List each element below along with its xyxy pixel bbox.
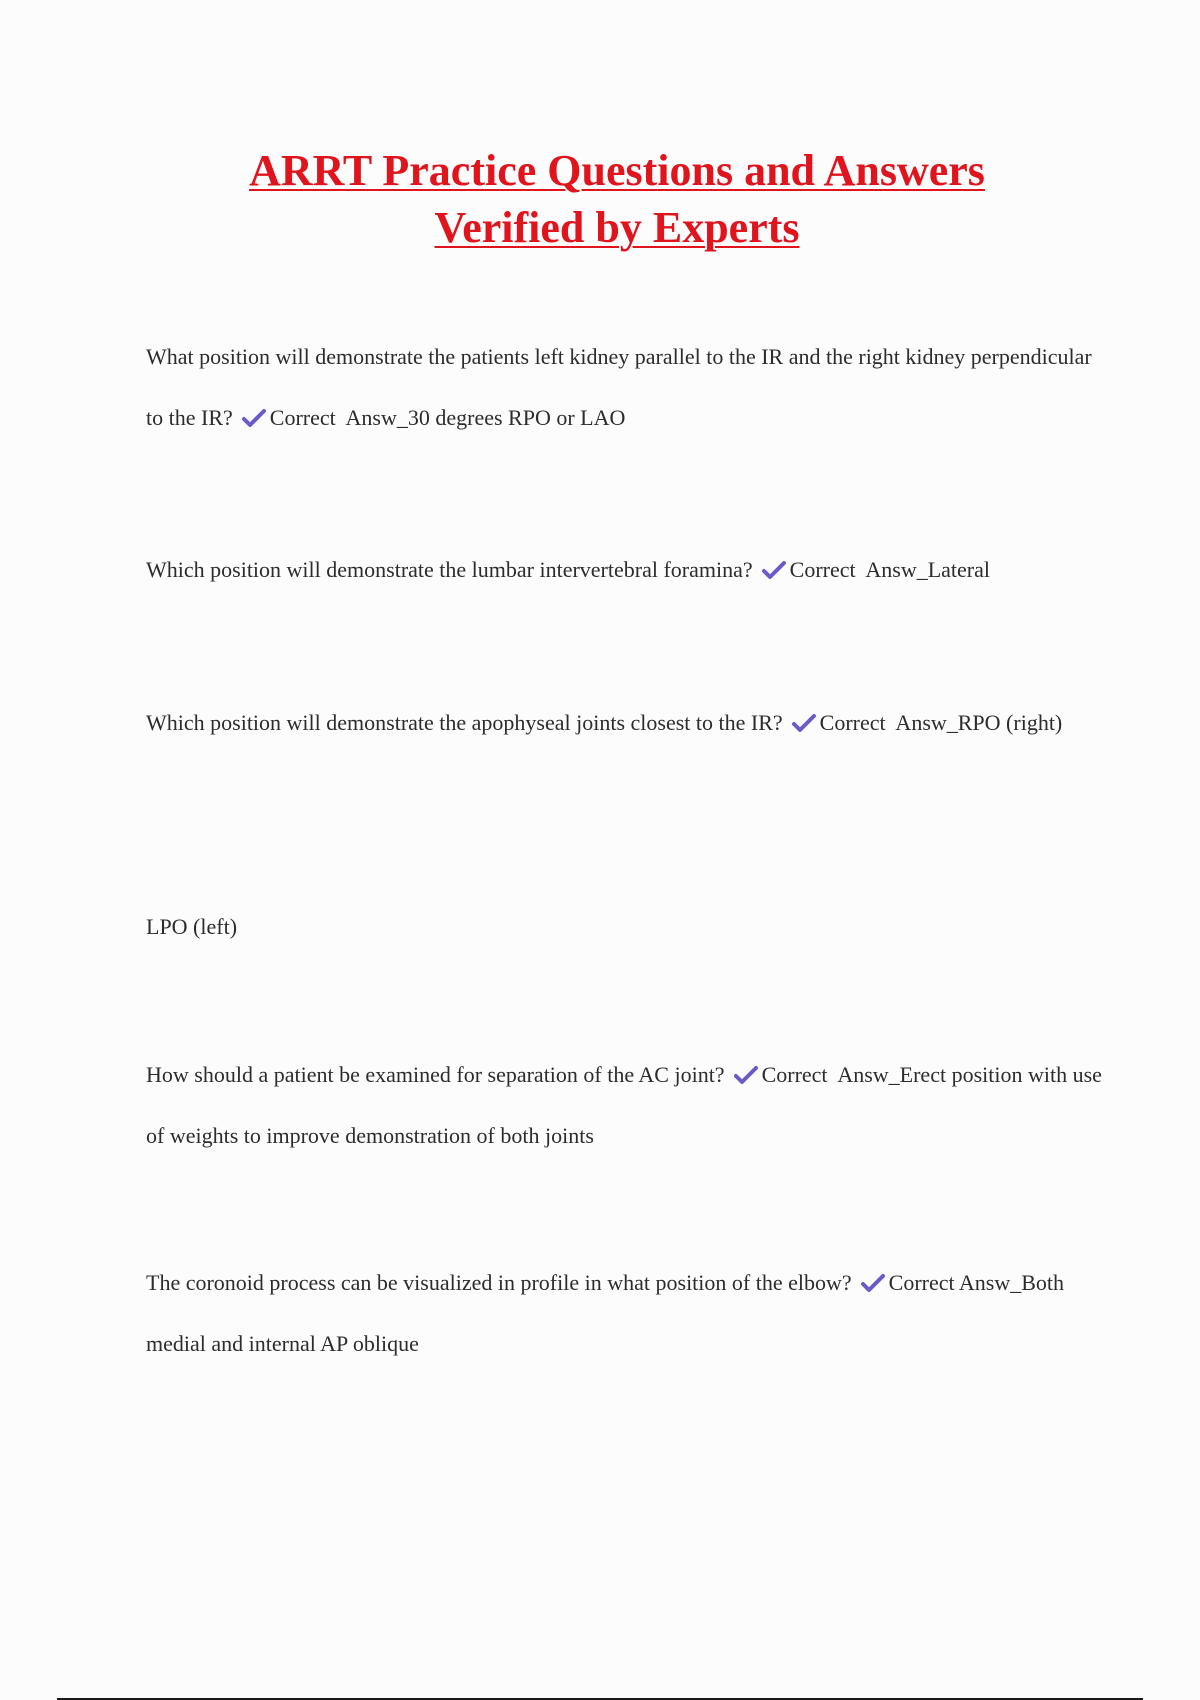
checkmark-icon	[761, 560, 787, 580]
answer-text: Correct Answ_Both medial and internal AP oblique	[146, 1270, 1070, 1356]
qa-item-4	[146, 896, 1106, 957]
question-text: What position will demonstrate the patients left kidney parallel to the IR and the right kidney perpendicular to the IR?	[146, 344, 1092, 430]
qa-item-1	[146, 326, 1106, 448]
checkmark-icon	[860, 1273, 886, 1293]
question-text: The coronoid process can be visualized in profile in what position of the elbow?	[146, 1270, 852, 1295]
qa-item-3	[146, 692, 1106, 753]
question-text: Which position will demonstrate the lumbar intervertebral foramina?	[146, 557, 753, 582]
checkmark-icon	[733, 1065, 759, 1085]
qa-item-2	[146, 539, 1106, 600]
qa-item-6	[146, 1252, 1106, 1374]
question-text: How should a patient be examined for separation of the AC joint?	[146, 1062, 725, 1087]
qa-item-5	[146, 1044, 1106, 1166]
document-title	[0, 142, 1200, 256]
answer-continuation: LPO (left)	[146, 914, 238, 939]
checkmark-icon	[791, 713, 817, 733]
answer-text: Correct Answ_Erect position with use of weights to improve demonstration of both joints	[146, 1062, 1108, 1148]
answer-text: Correct Answ_30 degrees RPO or LAO	[269, 405, 626, 430]
question-text: Which position will demonstrate the apophyseal joints closest to the IR?	[146, 710, 783, 735]
title-line-2: Verified by Experts	[434, 203, 800, 252]
answer-text: Correct Answ_Lateral	[789, 557, 991, 582]
title-line-1: ARRT Practice Questions and Answers	[249, 146, 985, 195]
checkmark-icon	[241, 408, 267, 428]
answer-text: Correct Answ_RPO (right)	[819, 710, 1063, 735]
